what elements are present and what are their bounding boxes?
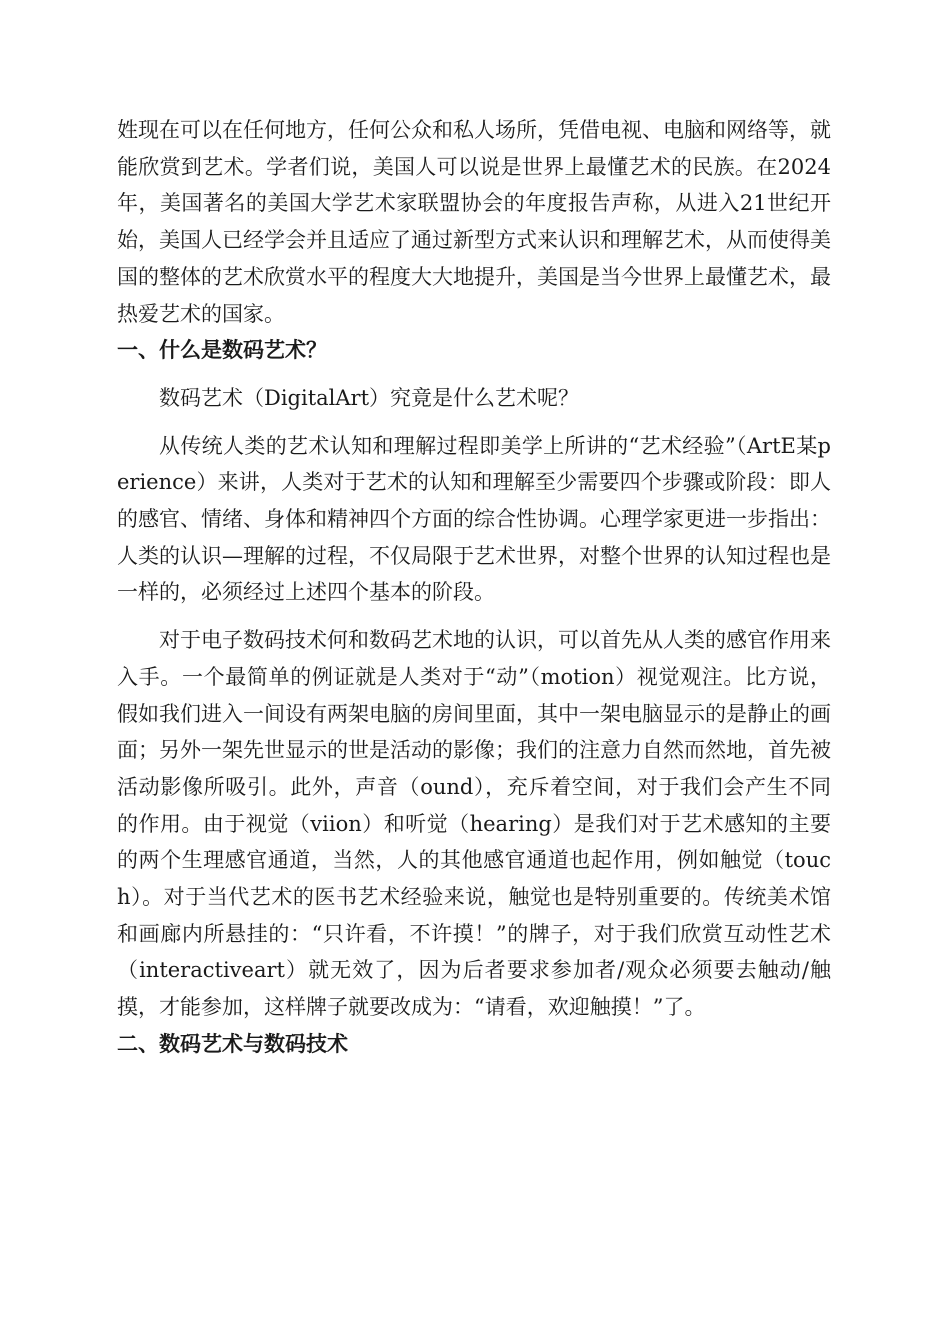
- question-paragraph: 数码艺术（DigitalArt）究竟是什么艺术呢？: [159, 385, 580, 410]
- intro-paragraph: 姓现在可以在任何地方，任何公众和私人场所，凭借电视、电脑和网络等，就能欣赏到艺术。学者们说，美国人可以说是世界上最懂艺术的民族。在2024年，美国著名的美国大学艺术家联盟协会的年度报告声称，从进入21世纪开始，美国人已经学会并且适应了通过新型方式来认识和理解艺术，从而使得美国的整体的艺术欣赏水平的程度大大地提升，美国是当今世界上最懂艺术，最热爱艺术的国家。: [117, 118, 831, 326]
- section-heading-1: 一、什么是数码艺术？: [117, 338, 327, 363]
- art-experience-paragraph: 从传统人类的艺术认知和理解过程即美学上所讲的“艺术经验”（ArtE某perience）来讲，人类对于艺术的认知和理解至少需要四个步骤或阶段：即人的感官、情绪、身体和精神四个方面的综合性协调。心理学家更进一步指出：人类的认识—理解的过程，不仅局限于艺术世界，对整个世界的认知过程也是一样的，必须经过上述四个基本的阶段。: [117, 433, 831, 605]
- section-heading-2: 二、数码艺术与数码技术: [117, 1031, 348, 1056]
- senses-paragraph: 对于电子数码技术何和数码艺术地的认识，可以首先从人类的感官作用来入手。一个最简单的例证就是人类对于“动”（motion）视觉观注。比方说，假如我们进入一间设有两架电脑的房间里面，其中一架电脑显示的是静止的画面；另外一架先世显示的世是活动的影像；我们的注意力自然而然地，首先被活动影像所吸引。此外，声音（ound），充斥着空间，对于我们会产生不同的作用。由于视觉（viion）和听觉（hearing）是我们对于艺术感知的主要的两个生理感官通道，当然，人的其他感官通道也起作用，例如触觉（touch）。对于当代艺术的医书艺术经验来说，触觉也是特别重要的。传统美术馆和画廊内所悬挂的：“只许看，不许摸！”的牌子，对于我们欣赏互动性艺术（interactiveart）就无效了，因为后者要求参加者/观众必须要去触动/触摸，才能参加，这样牌子就要改成为：“请看，欢迎触摸！”了。: [117, 628, 831, 1020]
- document-page: [117, 112, 831, 1063]
